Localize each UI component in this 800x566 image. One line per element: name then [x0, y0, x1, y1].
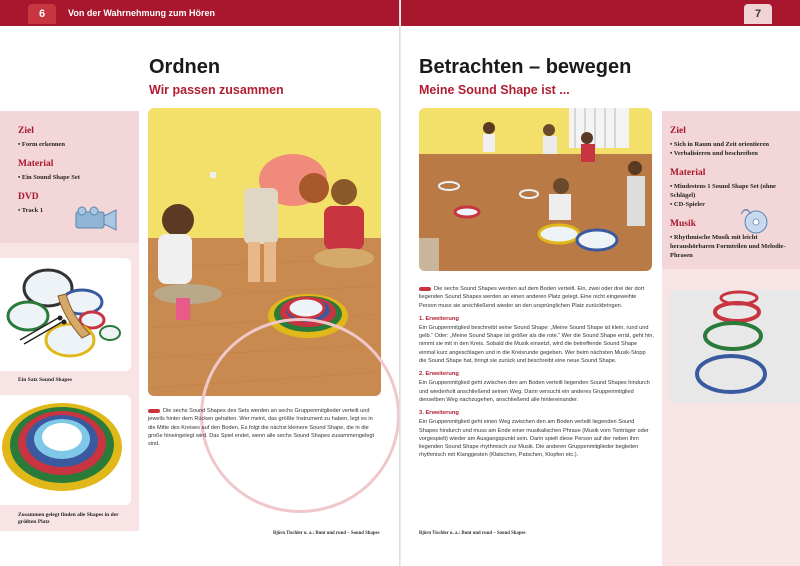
section-heading-3: 3. Erweiterung — [419, 410, 459, 417]
chapter-title: Von der Wahrnehmung zum Hören — [68, 8, 216, 18]
left-page — [0, 0, 399, 566]
right-page-number: 7 — [744, 4, 772, 24]
dvd-camera-icon — [70, 206, 120, 232]
section-text-2: Ein Gruppenmitglied geht zwischen den am Boden verteilt liegenden Sound Shapes hindurch und wiederholt anschließend seinen Weg. Dann versucht ein anderes Gruppenmitglied denselben Weg nachzugehen, anschließend alle hintereinander. — [419, 380, 650, 403]
caption-nested-shapes: Zusammen gelegt finden alle Shapes in der größten Platz — [18, 512, 119, 525]
nested-sound-shapes-image — [0, 395, 131, 505]
right-header-bar — [401, 0, 800, 26]
right-material-item: • Mindestens 1 Sound Shape Set (ohne Schlägel) — [670, 183, 776, 199]
musik-list — [670, 233, 794, 260]
material-heading: Material — [18, 159, 54, 169]
right-ziel-item: • Verbalisieren und beschreiben — [670, 150, 758, 157]
left-title: Ordnen — [149, 56, 221, 78]
material-item: • Ein Sound Shape Set — [18, 174, 80, 181]
left-footer: Björn Tischler u. a.: Bunt und rund – Sound Shapes — [273, 531, 380, 536]
musik-heading: Musik — [670, 219, 696, 229]
section-heading-2: 2. Erweiterung — [419, 371, 459, 378]
right-footer: Björn Tischler u. a.: Bunt und rund – Sound Shapes — [419, 531, 526, 536]
paragraph-marker — [419, 287, 431, 291]
right-material-list — [670, 182, 794, 209]
rings-arrangement-image — [669, 290, 800, 403]
ziel-heading: Ziel — [18, 126, 34, 136]
material-list — [18, 173, 139, 182]
paragraph-marker — [148, 409, 160, 413]
section-text-1: Ein Gruppenmitglied beschreibt seine Sound Shape: „Meine Sound Shape ist klein, rund und gelb.“ Oder: „Meine Sound Shape ist größer als die rote.“ Wer die Sound Shape errät, geht hin, nimmt sie mit in den Kreis. Sobald die Musik einsetzt, wird die betreffende Sound Shape einmal kurz angeschlagen und in die Kreisrunde gegeben. Wer beim nächsten Musik-Stopp die Sound Shape hat, bringt sie zurück und beschreibt eine neue Sound Shape. — [419, 324, 654, 365]
section-heading-1: 1. Erweiterung — [419, 315, 459, 322]
musik-item: • Rhythmische Musik mit leicht heraushörbaren Formteilen und Melodie-Phrasen — [670, 234, 786, 259]
right-ziel-item: • Sich in Raum und Zeit orientieren — [670, 141, 769, 148]
caption-sound-shapes-set: Ein Satz Sound Shapes — [18, 377, 72, 383]
right-title: Betrachten – bewegen — [419, 56, 632, 78]
right-subtitle: Meine Sound Shape ist ... — [419, 83, 570, 97]
right-material-heading: Material — [670, 168, 706, 178]
left-sidebar — [0, 111, 139, 243]
left-subtitle: Wir passen zusammen — [149, 83, 284, 97]
children-moving-photo — [419, 108, 652, 271]
left-body-text — [148, 407, 381, 454]
left-body-paragraph: Die sechs Sound Shapes des Sets werden an sechs Gruppenmitglieder verteilt und jeweils hinter dem Rücken gehalten. Wer meint, das größte Instrument zu haben, legt es in die Mitte des Kreises auf den Boden. Es folgt die nächst kleinere Sound Shape, die in die große hineingelegt wird. Das Spiel endet, wenn alle sechs Sound Shapes zusammengelegt sind. — [148, 408, 375, 448]
right-ziel-heading: Ziel — [670, 126, 686, 136]
right-page — [401, 0, 800, 566]
ziel-item: • Form erkennen — [18, 141, 66, 148]
section-text-3: Ein Gruppenmitglied geht einen Weg zwischen den am Boden verteilt liegenden Sound Shapes hindurch und muss am Ende einer musikalischen Phrase (Musik vom Tonträger oder vorgespielt) wieder am Ausgangspunkt sein. Darin spielt diese Person auf der neben ihm liegenden Sound Shape rhythmisch zur Musik. Die anderen Gruppenmitglieder begleiten rhythmisch mit Klanggesten (Klatschen, Patschen, Klopfen etc.). — [419, 419, 649, 459]
dvd-heading: DVD — [18, 192, 39, 202]
cd-music-icon — [740, 206, 770, 234]
right-sidebar — [662, 111, 800, 269]
sound-shapes-set-image — [0, 258, 131, 371]
right-intro-paragraph: Die sechs Sound Shapes werden auf dem Boden verteilt. Ein, zwei oder drei der dort liegenden Sound Shapes werden an einen anderen Platz gelegt. Eine nicht eingeweihte Person muss sie anschließend wieder an den ursprünglichen Platz zurückbringen. — [419, 286, 645, 309]
dvd-item: • Track 1 — [18, 207, 44, 214]
right-ziel-list — [670, 140, 794, 158]
right-material-item: • CD-Spieler — [670, 201, 705, 208]
right-body-text — [419, 285, 654, 466]
left-page-number: 6 — [28, 4, 56, 24]
ziel-list — [18, 140, 139, 149]
